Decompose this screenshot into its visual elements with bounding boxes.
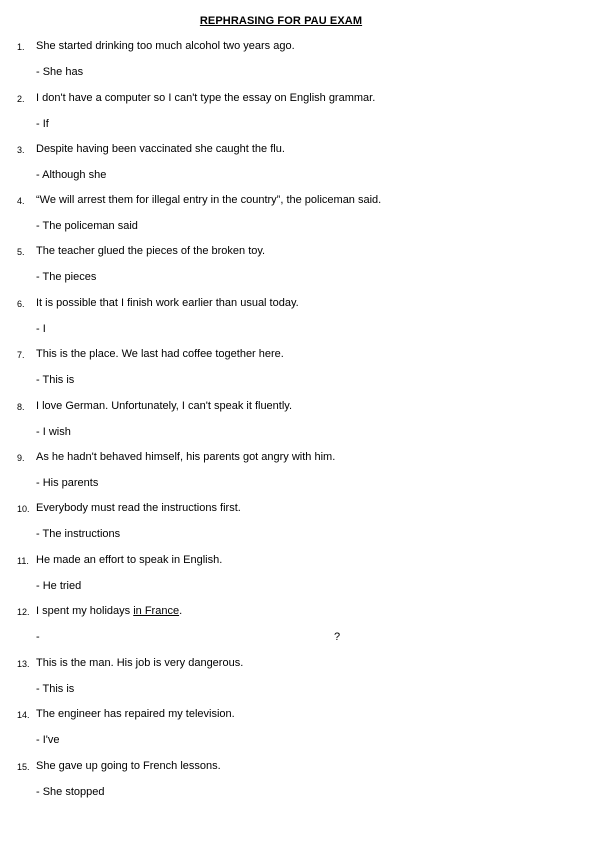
exercise-sentence-line <box>0 193 600 207</box>
exercise-number: 3. <box>17 145 25 155</box>
exercise-prompt: - I wish <box>36 426 71 438</box>
exercise-sentence-line <box>0 759 600 773</box>
exercise-number: 1. <box>17 42 25 52</box>
exercise-number: 15. <box>17 762 30 772</box>
exercise-sentence <box>36 604 182 618</box>
exercise-number: 4. <box>17 196 25 206</box>
exercise-prompt: - The policeman said <box>36 220 138 232</box>
exercise-sentence: As he hadn't behaved himself, his parents got angry with him. <box>36 451 336 463</box>
exercise-sentence: I don't have a computer so I can't type the essay on English grammar. <box>36 92 376 104</box>
exercise-sentence: This is the place. We last had coffee together here. <box>36 348 284 360</box>
exercise-prompt: - I've <box>36 734 60 746</box>
exercise-sentence-line <box>0 347 600 361</box>
exercise-number: 14. <box>17 710 30 720</box>
exercise-prompt: - She has <box>36 66 84 78</box>
exercise-sentence-line <box>0 501 600 515</box>
exercise-number: 9. <box>17 453 25 463</box>
exercise-prompt: - I <box>36 323 46 335</box>
exercise-sentence-line <box>0 604 600 618</box>
underlined-phrase: in France <box>133 605 180 617</box>
exercise-prompt: - Although she <box>36 169 107 181</box>
exercise-sentence: It is possible that I finish work earlier than usual today. <box>36 297 299 309</box>
exercise-sentence: This is the man. His job is very dangerous. <box>36 657 244 669</box>
exercise-sentence-line <box>0 450 600 464</box>
exercise-prompt: - <box>36 631 40 643</box>
sentence-text: . <box>179 605 183 617</box>
exercise-sentence: She gave up going to French lessons. <box>36 760 221 772</box>
exercise-prompt: - This is <box>36 683 75 695</box>
exercise-prompt: - This is <box>36 374 75 386</box>
exercise-sentence: He made an effort to speak in English. <box>36 554 223 566</box>
exercise-sentence: I love German. Unfortunately, I can't speak it fluently. <box>36 400 293 412</box>
exercise-number: 5. <box>17 247 25 257</box>
exercise-number: 12. <box>17 607 30 617</box>
exercise-sentence: The teacher glued the pieces of the broken toy. <box>36 245 266 257</box>
exercise-sentence: She started drinking too much alcohol two years ago. <box>36 40 295 52</box>
exercise-number: 13. <box>17 659 30 669</box>
exercise-prompt: - His parents <box>36 477 99 489</box>
worksheet-title: REPHRASING FOR PAU EXAM <box>199 15 363 27</box>
exercise-number: 8. <box>17 402 25 412</box>
exercise-sentence: “We will arrest them for illegal entry in the country”, the policeman said. <box>36 194 382 206</box>
exercise-prompt: - He tried <box>36 580 82 592</box>
exercise-sentence: Everybody must read the instructions first. <box>36 502 241 514</box>
exercise-prompt: - The instructions <box>36 528 121 540</box>
sentence-text: I spent my holidays <box>36 605 134 617</box>
exercise-prompt: - The pieces <box>36 271 97 283</box>
exercise-sentence-line <box>0 39 600 53</box>
exercise-prompt: - She stopped <box>36 786 105 798</box>
exercise-sentence: The engineer has repaired my television. <box>36 708 235 720</box>
exercise-sentence-line <box>0 707 600 721</box>
exercise-number: 2. <box>17 94 25 104</box>
exercise-prompt: - If <box>36 118 49 130</box>
exercise-sentence-line <box>0 399 600 413</box>
exercise-sentence-line <box>0 91 600 105</box>
exercise-number: 6. <box>17 299 25 309</box>
exercise-sentence: Despite having been vaccinated she caught the flu. <box>36 143 285 155</box>
exercise-number: 10. <box>17 504 30 514</box>
exercise-sentence-line <box>0 656 600 670</box>
exercise-sentence-line <box>0 553 600 567</box>
exercise-sentence-line <box>0 244 600 258</box>
exercise-number: 11. <box>17 556 29 566</box>
question-mark: ? <box>334 631 341 643</box>
exercise-sentence-line <box>0 142 600 156</box>
exercise-sentence-line <box>0 296 600 310</box>
exercise-number: 7. <box>17 350 25 360</box>
